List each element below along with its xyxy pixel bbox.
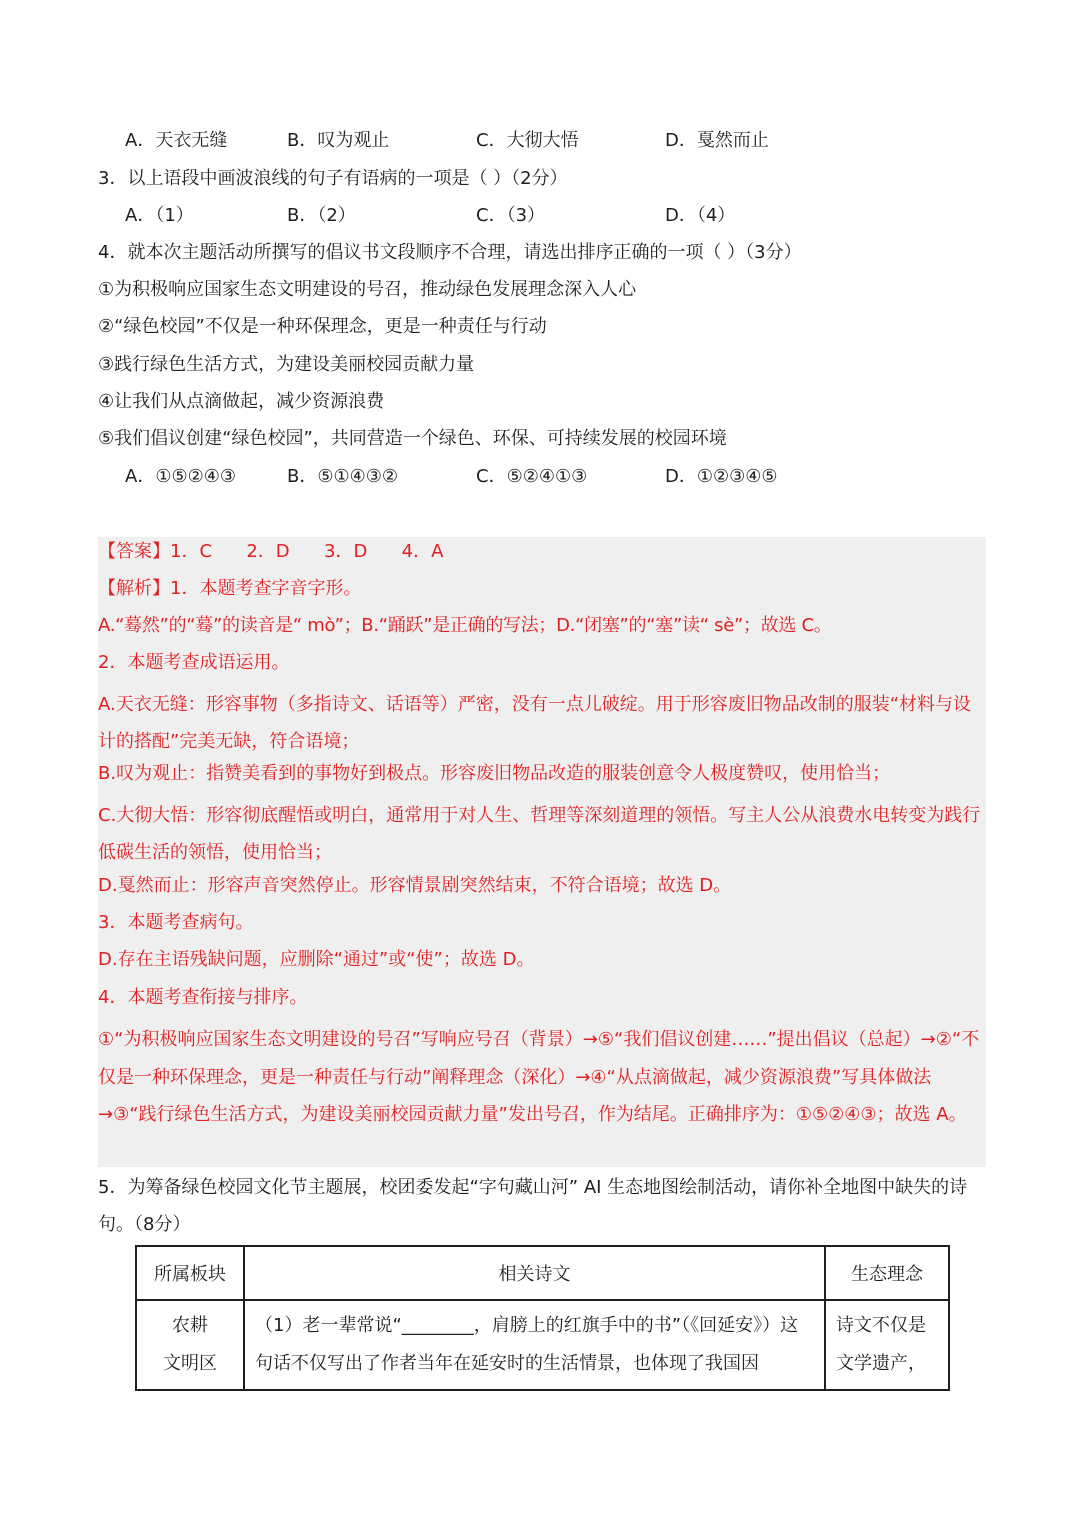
q4-option-d: D．①②③④⑤ — [665, 466, 778, 487]
q3-stem: 3．以上语段中画波浪线的句子有语病的一项是（ ）（2分） — [98, 168, 568, 189]
analysis-2-option-a: A.天衣无缝：形容事物（多指诗文、话语等）严密，没有一点儿破绽。用于形容废旧物品改制的服装“材料与设计的搭配”完美无缺，符合语境； — [98, 694, 972, 752]
table-header-section: 所属板块 — [136, 1246, 244, 1300]
q4-option-b: B．⑤①④③② — [287, 466, 399, 487]
table-cell-concept: 诗文不仅是文学遗产， — [825, 1300, 949, 1390]
q4-item-3: ③践行绿色生活方式，为建设美丽校园贡献力量 — [98, 354, 475, 375]
q2-option-a: A．天衣无缝 — [125, 130, 228, 151]
q4-option-a: A．①⑤②④③ — [125, 466, 236, 487]
q3-option-d: D．（4） — [665, 205, 736, 226]
q2-option-b: B．叹为观止 — [287, 130, 390, 151]
q3-option-a: A．（1） — [125, 205, 194, 226]
poem-table — [135, 1245, 950, 1391]
answer-line: 【答案】1．C 2．D 3．D 4．A — [98, 541, 444, 562]
q4-item-2: ②“绿色校园”不仅是一种环保理念，更是一种责任与行动 — [98, 316, 547, 337]
table-cell-section: 农耕 文明区 — [136, 1300, 244, 1390]
analysis-4-detail: ①“为积极响应国家生态文明建设的号召”写响应号召（背景）→⑤“我们倡议创建……”提出倡议（总起）→②“不仅是一种环保理念，更是一种责任与行动”阐释理念（深化）→④“从点滴做起，减少资源浪费”写具体做法→③“践行绿色生活方式，为建设美丽校园贡献力量”发出号召，作为结尾。正确排序为：①⑤②④③；故选 A。 — [98, 1029, 980, 1125]
q3-option-b: B．（2） — [287, 205, 356, 226]
q4-item-5: ⑤我们倡议创建“绿色校园”，共同营造一个绿色、环保、可持续发展的校园环境 — [98, 428, 727, 449]
analysis-1-detail: A.“蓦然”的“蓦”的读音是“ mò”；B.“踊跃”是正确的写法；D.“闭塞”的“塞”读“ sè”；故选 C。 — [98, 615, 832, 636]
table-cell-text: （1）老一辈常说“________，肩膀上的红旗手中的书”（《回延安》）这句话不仅写出了作者当年在延安时的生活情景，也体现了我国因 — [244, 1300, 825, 1390]
q5-stem: 5．为筹备绿色校园文化节主题展，校团委发起“字句藏山河” AI 生态地图绘制活动，请你补全地图中缺失的诗句。（8分） — [98, 1177, 968, 1235]
analysis-2-heading: 2．本题考查成语运用。 — [98, 652, 290, 673]
table-header-concept: 生态理念 — [825, 1246, 949, 1300]
q2-option-c: C．大彻大悟 — [476, 130, 579, 151]
q4-item-4: ④让我们从点滴做起，减少资源浪费 — [98, 391, 385, 412]
analysis-4-heading: 4．本题考查衔接与排序。 — [98, 987, 308, 1008]
analysis-2-option-b: B.叹为观止：指赞美看到的事物好到极点。形容废旧物品改造的服装创意令人极度赞叹，使用恰当； — [98, 763, 891, 784]
analysis-2-option-d: D.戛然而止：形容声音突然停止。形容情景剧突然结束，不符合语境；故选 D。 — [98, 875, 732, 896]
q4-item-1: ①为积极响应国家生态文明建设的号召，推动绿色发展理念深入人心 — [98, 279, 637, 300]
q3-option-c: C．（3） — [476, 205, 546, 226]
q4-stem: 4．就本次主题活动所撰写的倡议书文段顺序不合理，请选出排序正确的一项（ ）（3分） — [98, 242, 802, 263]
q2-option-d: D．戛然而止 — [665, 130, 769, 151]
table-header-text: 相关诗文 — [244, 1246, 825, 1300]
analysis-3-detail: D.存在主语残缺问题，应删除“通过”或“使”；故选 D。 — [98, 949, 535, 970]
analysis-3-heading: 3．本题考查病句。 — [98, 912, 254, 933]
analysis-2-option-c: C.大彻大悟：形容彻底醒悟或明白，通常用于对人生、哲理等深刻道理的领悟。写主人公从浪费水电转变为践行低碳生活的领悟，使用恰当； — [98, 805, 981, 863]
q4-option-c: C．⑤②④①③ — [476, 466, 588, 487]
analysis-1-heading: 【解析】1．本题考查字音字形。 — [98, 578, 362, 599]
